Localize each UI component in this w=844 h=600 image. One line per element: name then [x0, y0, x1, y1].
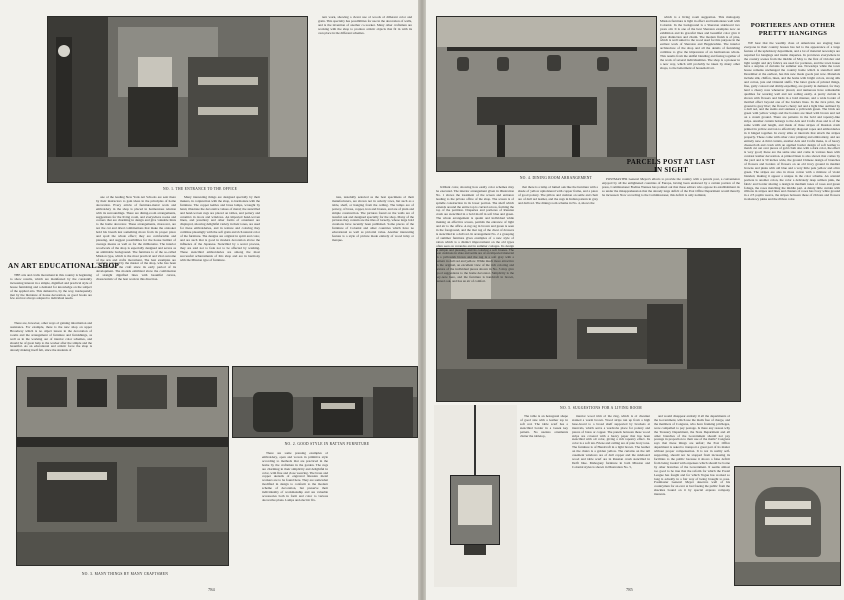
paragraph: There are some pressing examples of embroidery, open and woven in primitive style according to methods that are practiced in the home by the craftsman in the garden. The rugs are charming in their simplicity and delightful in color, with fine and close weaving. The brass and copper utensils of engraved Russian metal workers are to be found here. They are somewhat modified in design to conform to the modern scheme of decoration, but preserve their individuality of workmanship and are valuable accessories both in form and color to various decorative plans. Lamps and electric fix- [262, 452, 328, 502]
left-page [0, 0, 418, 600]
heading-parcels-post-1: PARCELS POST AT LAST [626, 158, 716, 166]
paragraph: tern work, showing a clever use of woods of different color and grain. This specialty has possibilities for use in the decoration of walls, and is the invention of another co-worker. Many other craftsmen are working with the shop to produce artistic objects that fit in with its own place in the different schemes. [318, 16, 412, 35]
photo-many-craftsmen [16, 366, 229, 566]
left-col-1b [10, 322, 92, 362]
left-col-3 [180, 196, 260, 362]
paragraph: There are, however, other ways of gaining information and assistance. For example, there is the new shop on upper Broadway which is no object lesson in the decoration of rooms and the arrangement of furniture and furnishings, as well as in the working out of interior color schemes, and should be of great help to the worker after the simple and the beautiful. As an educational and artistic force the shop is already making itself felt, since the students of [10, 322, 92, 353]
paragraph: The table is an hexagonal shape of good size with a leather top in soft red. The table scarf has a stencilled border in a Greek key pattern. No useless ornaments clutter the tabletop, [520, 415, 568, 438]
paragraph: THE arts and crafts movement in this country is beginning to show results, which are manifested by the constantly increasing interest in a simple, dignified and practical style of house furnishing and a demand for knowledge on the subject of the applied arts. This demand is, by the way, inadequately met by the literature of house decoration, as good books are few and not always adapted to individual needs. [10, 274, 92, 301]
right-col-1 [436, 186, 514, 402]
caption-fig4: NO. 4. DINING ROOM ARRANGEMENT [519, 176, 593, 180]
right-col-4 [572, 415, 650, 585]
right-col-6 [744, 42, 840, 462]
photo-dining-room [436, 16, 657, 172]
paragraph: that there is a lamp of fumed oak like the furniture with a shade of yellow upholstered with copper frame, and a piece of good pottery. The pillow and cushion on settle and chair are of dull red leather, and the rugs in Indian pattern in gray and dull red. The dining room scheme in No. 4, shows the [518, 186, 598, 205]
page-number-right: 785 [626, 587, 633, 592]
heading-parcels-post-2: IN SIGHT [653, 166, 689, 174]
paragraph: one of the leading New York Art Schools are sent there by their instructors to gain ideas in the principles of home decoration. Every article of furniture-metal work and embroidery in the shop is placed in harmonious relation with its surroundings. There are dining-room arrangements, suggestions for the living room, and everywhere nooks and corners that are charming in design and give valuable hints to the home decorator. These arrangements, moreover, are not the cut and dried combinations that make the onlooker hold his breath lest something move from its proper place and spoil the whole effect; they are comfortable and pleasing, and suggest possibilities for the house builder of average means as well as for the millionaire. The interior woodwork of the shop is especially designed and serves as an admirable background. The furniture is of the so-called Mission type, which is the most practical and vital outcome of the arts and crafts movement. The best examples are carefully selected by the master of the shop, who has been identified with the craft since its early period of its development. The models exhibited show the combination of straight dignified lines with beautiful curves, characteristic of the best work in this direction. [96, 196, 176, 282]
left-col-5 [262, 452, 328, 582]
photo-entrance-to-office [47, 16, 308, 183]
left-col-1a [10, 274, 92, 324]
page-number-left: 784 [208, 587, 215, 592]
photo-hanging-curtain [734, 466, 841, 586]
caption-fig3: NO. 3. MANY THINGS BY MANY CRAFTSMEN [81, 572, 169, 576]
right-col-2a [518, 186, 598, 216]
article-title-art-educational-shop: AN ART EDUCATIONAL SHOP [8, 261, 120, 270]
paragraph: which is a living room suggestion. This mahogany Mission furniture is light in effect and harmonizes well with Colonial. In the background is a Sheraton sideboard two years old. It is one of the best Sheraton examples now on exhibition and its graceful lines and beautiful color give it great distinction and charm. The modern finish is of pine, which is well suited to the wood used for this purpose in the earliest work of Sheraton and Hepplewhite. The interior architecture of the shop and all the details of furnishing combine to give the impression of an harmonious whole. This results from the skilful blending and fusing together of the work of several individualities. The shop is a pioneer in a new way, which will probably be taken by many other shops, to the betterment of household art. [660, 16, 740, 70]
heading-portieres-2: PRETTY HANGINGS [758, 30, 828, 37]
caption-fig5: NO. 5. SUGGESTIONS FOR A LIVING ROOM [560, 406, 642, 410]
right-col-3b [602, 178, 740, 244]
paragraph: WE hear that the wealthy class of Americans are staging here everyone in their country houses has led to the appearance of a large feature of the upholstery department, and a lot of material nowadays are required for hangings and inside draperies. In provinces everywhere in the country scenes from the middle of May to the first of October and light weight and airy fabrics are used for portieres, and the town house have a surplus of curtains for summer use. Nowadays while the town house remains unchanged the country home which is stenciled until December at the earliest, has this new made goods just now. Materials include silk, chiffon, linen, and the home with bright colors, strong silk and cotton, jute and Oriental stuffs. The latter grade of printed things, fine, gaily colored and slimly-expelling, are greatly in demand, for they lend a cheery note whenever placed, and numerous have remarkable qualities for wearing well and not soiling easily. A pretty curtain is shown with flowers and birds in a bold manner, and a wide border of mottled effect beyond one of the borders lines. In the Java print, the ground is grey lilac; the flower's cherry red and a light blue outlined by a dull red, and the stems and stamens a yellowish green. The birds are green with yellow wings and the borders are lined with brown and red on a cream ground. There are patterns in the bold and tapestry-like strips. Another curtain belongs to the Arts and Crafts class and is of the same width and length, and made of three stripes of Russian crash printed in yellow and tan to effectively diagonal ropes and embroideries in it hinged together. In every silks at intervals that attach the stripes properly. These come with other color printing and embroidery, and are entirely new. A third curtain, another Arts and Crafts make, is of heavy cheesecloth and crash with an applied border design of soft leather to match cut out over pieces of gold cloth also with a dark color, the effect is very good; these are the same size and come in various hues with contrast leather decoration. A printed linen is also shown that comes by the yard and is 50 inches wide, the ground Chinese design of branches of flowers and borders of flowers on an old ivory ground in madder browns and pinks with old blue and a very little pale yellow and olive green. The stripes are also in moss cotton with a mixture of violet blended, making it appear a unique in the color scheme. An oriental portiere is another colon, the color a delicately deep salmon pink, the fabric and border sharing a design in medium tones of roses and green foliage, the roses matching the middle part. A dainty little curtain with ribbons in stripes and lines and clusters of roses has ivory white ground in a 2/3 poplin weave, the stripes between these of ribbons and flowers in shadowy pinks and the ribbon color. [744, 42, 840, 202]
right-col-2b [520, 415, 568, 475]
photo-lamp [434, 405, 517, 587]
page-gutter [418, 0, 426, 600]
caption-fig1: NO. 1. THE ENTRANCE TO THE OFFICE [162, 187, 238, 191]
paragraph: ture, tastefully selected as the best specimens of their manufacturers, are shown not in orderly rows, but such as a table, shelf, or hanging from the ceiling. The lamps are of pottery, of brass, copper, iron and bronze, and are of plain and simple construction. The pictures found on the walls are of tasteful oak and designed specially for the shop. Many of the pictures they contain are the tiles of Grueby, whose large bold creations have recently been published. Some pieces of the furniture of Colonial and other countries which have no educational as well as pictorial value. Another interesting feature is a style of picture made entirely of wood inlay or marque- [332, 196, 414, 242]
right-col-3 [660, 16, 740, 148]
paragraph: brilliant color, showing how easily color schemes may be executed. The interior arrangement given in illustration No. 1 shows the treatment of the screen and entrance leading to the private office of the shop. The screen is of spindle construction in its lower portion. The shelf which extends around the entire top is carried across, forming the top of the partition. Draperies and portieres of Russian crash are stencilled in a bold motif in soft blue and green. The whole arrangement is quaint and individual while making an effective screen, permits the entrance of light and air to the office. A rug rag in brown and green is seen in the foreground, and the mat rug of the chest of drawers is stencilled in a dull red. In arrangement No. 2 a grouping of summer furniture gives examples of a new style of rattan which is a distinct improvement on the old types often seen on verandas and in summer cottages. Its design is simple and pleasing, and its coloring a soft bronze. The seat cushions in slate and settle are of an imported material in a yellowish brown and the rug is a soft gray with a pattern in dull red and yellow. While much more attractive in the original, an excellent view of the rich coloring and texture of the individual pieces shown in No. 3 may give good suggestions to the home decorator. Simplicity is the key-note here, and the furniture is handcraft in brown, tanned oak, and has an air of comfort. [436, 186, 514, 283]
paragraph: and would disappear entirely if all the departments of the Government, which use the mails free of charge, and the members of Congress, who have franking privileges, were compelled to pay postage. Is there any reason why the Treasury Department, the State Department and all other branches of the Government should not pay postage in proportion to their use of the mails? Congress says that these things are unfair; the Post Office department is asked to transport a great part of its matter without proper compensation. It is not in reality self-supporting, should not be stopped from increasing its facilities to the public because it shows a false deficit from being loaded with expenses which should be borne by other branches of the Government. It seems almost too good to be true that the reform for which the Postal League has fought and for which Vogue has worked so long is actually in a fair way of being brought to pass. Postmaster General Meyer deserves well of his countrymen for an ever at last freeing the public from the shackles bound on it by special express company interests. [654, 415, 730, 497]
right-col-5 [654, 415, 730, 585]
paragraph: Many interesting things are designed specially by their makers, in conjunction with the shop, to harmonize with the furniture. The copper kettles and brass lamps, wrought by hand, illustrate the decorative values of metal; the stencilled and hand-woven rugs are placed on tables, and pottery and ceramics in doors and windows. An imported hand-woven linen, and jewellery and other forms of ornament are displayed, showing delightful variety in their tones, are used for these embroideries, and in texture and coloring they combine pleasingly with the soft grain and rich natural color of the furniture. The designs are original in spirit and color, and are such that is good in modern decoration above the influence of the Japanese. Stencilled by a secret process, they are said not to fade nor to be affected by washing. These stencilled embroideries are among the most successful achievements of this shop and are in harmony with the Mission type of furniture. [180, 196, 260, 262]
right-page [426, 0, 844, 600]
left-col-2 [96, 196, 176, 362]
heading-portieres-1: PORTIERES AND OTHER [750, 22, 836, 29]
paragraph: POSTMASTER General Meyer's efforts to provide the country with a parcels post, a convenience enjoyed by all the enlightened countries of Europe, having been endorsed by a certain portion of the press, Commissioner Bodine Wensee has pointed out that these editors who oppose its establishment do so under the misapprehension that the already large deficit of the Post Office Department would thereby be increased. Now according to the Commissioner, this deficit is only nominal, [602, 178, 740, 197]
caption-fig2: NO. 2. GOOD STYLE IN RATTAN FURNITURE [284, 442, 370, 446]
left-col-4 [318, 16, 412, 186]
paragraph: interior wood trim of the ring, which is of chestnut stained a warm brown. Wood strips run up from a high base-board to a broad shelf supported by brackets at intervals, which serve a wardrobe place for pottery and pieces of brass or copper. The panels between these wood strips are covered with a heavy paper that has been stencilled with oil color, giving a rich tapestry effect. Its color is a soft tan. Frieze and ceiling are of pale ivory tone. The furniture is of Handcraft in a light brown. The leather on the chairs is a golden yellow. The curtains on the tall casement windows are of dull copper and the sideboard wood and table scarf are in Russian crash stencilled in Delft blue. Mahogany furniture in both Mission and Colonial styles is shown in Illustration No. 5, [572, 415, 650, 469]
left-col-6 [332, 196, 414, 582]
